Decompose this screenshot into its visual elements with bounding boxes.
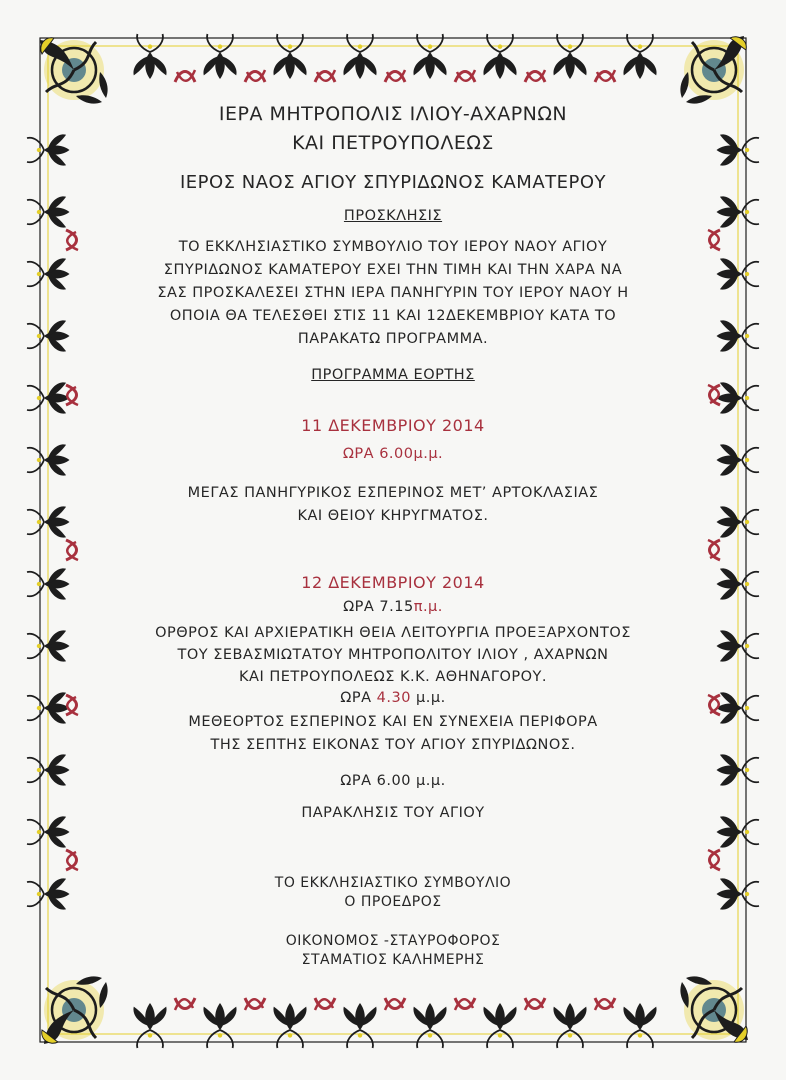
signature-president: Ο ΠΡΟΕΔΡΟΣ [344, 894, 442, 910]
red-ribbon-ornament [385, 998, 405, 1010]
red-ribbon-ornament [595, 70, 615, 82]
invitation-line: ΟΠΟΙΑ ΘΑ ΤΕΛΕΣΘΕΙ ΣΤΙΣ 11 ΚΑΙ 12ΔΕΚΕΜΒΡΙΟΥ ΚΑΤΑ ΤΟ [169, 308, 617, 324]
red-ribbon-ornament [66, 385, 78, 405]
day2-event3: ΠΑΡΑΚΛΗΣΙΣ ΤΟΥ ΑΓΙΟΥ [301, 805, 485, 821]
leaf-scroll-ornament [413, 1003, 446, 1048]
day2-time1 [0, 599, 786, 615]
red-ribbon-ornament [175, 70, 195, 82]
signature-council: ΤΟ ΕΚΚΛΗΣΙΑΣΤΙΚΟ ΣΥΜΒΟΥΛΙΟ [274, 875, 512, 891]
day1-time: ΩΡΑ 6.00μ.μ. [342, 446, 444, 462]
invitation-heading: ΠΡΟΣΚΛΗΣΙΣ [343, 208, 443, 224]
day2-event2-line2: ΤΗΣ ΣΕΠΤΗΣ ΕΙΚΟΝΑΣ ΤΟΥ ΑΓΙΟΥ ΣΠΥΡΙΔΩΝΟΣ. [210, 737, 576, 753]
day2-year: 2014 [442, 573, 485, 592]
red-ribbon-ornament [385, 70, 405, 82]
day1-year: 2014 [442, 416, 485, 435]
day2-time1-suffix: π.μ. [413, 599, 443, 615]
leaf-scroll-ornament [273, 34, 306, 79]
leaf-scroll-ornament [553, 34, 586, 79]
red-ribbon-ornament [175, 998, 195, 1010]
header-metropolis-line1: ΙΕΡΑ ΜΗΤΡΟΠΟΛΙΣ ΙΛΙΟΥ-ΑΧΑΡΝΩΝ [218, 103, 568, 125]
day2-event1-line2: ΤΟΥ ΣΕΒΑΣΜΙΩΤΑΤΟΥ ΜΗΤΡΟΠΟΛΙΤΟΥ ΙΛΙΟΥ , ΑΧΑΡΝΩΝ [177, 647, 609, 663]
red-ribbon-ornament [708, 540, 720, 560]
leaf-scroll-ornament [133, 34, 166, 79]
red-ribbon-ornament [66, 850, 78, 870]
invitation-line: ΠΑΡΑΚΑΤΩ ΠΡΟΓΡΑΜΜΑ. [297, 331, 489, 347]
signature-name: ΣΤΑΜΑΤΙΟΣ ΚΑΛΗΜΕΡΗΣ [301, 952, 485, 968]
signature-title: ΟΙΚΟΝΟΜΟΣ -ΣΤΑΥΡΟΦΟΡΟΣ [285, 933, 501, 949]
day2-time2-prefix: ΩΡΑ [340, 690, 372, 706]
program-heading: ΠΡΟΓΡΑΜΜΑ ΕΟΡΤΗΣ [311, 367, 475, 383]
red-ribbon-ornament [708, 850, 720, 870]
red-ribbon-ornament [66, 540, 78, 560]
red-ribbon-ornament [315, 998, 335, 1010]
day2-time3: ΩΡΑ 6.00 μ.μ. [340, 773, 446, 789]
floral-corner-ornament [40, 38, 108, 104]
leaf-scroll-ornament [203, 34, 236, 79]
day2-time2-value: 4.30 [376, 690, 411, 706]
day2-time2 [0, 690, 786, 706]
day2-time1-value: ΩΡΑ 7.15 [343, 599, 414, 615]
leaf-scroll-ornament [133, 1003, 166, 1048]
red-ribbon-ornament [315, 70, 335, 82]
red-ribbon-ornament [455, 998, 475, 1010]
red-ribbon-ornament [455, 70, 475, 82]
day1-date [0, 416, 786, 435]
day1-date-text: 11 ΔΕΚΕΜΒΡΙΟΥ [301, 416, 437, 435]
red-ribbon-ornament [708, 385, 720, 405]
red-ribbon-ornament [245, 70, 265, 82]
leaf-scroll-ornament [203, 1003, 236, 1048]
red-ribbon-ornament [595, 998, 615, 1010]
header-church-name: ΙΕΡΟΣ ΝΑΟΣ ΑΓΙΟΥ ΣΠΥΡΙΔΩΝΟΣ ΚΑΜΑΤΕΡΟΥ [179, 172, 607, 193]
red-ribbon-ornament [525, 70, 545, 82]
invitation-line: ΣΑΣ ΠΡΟΣΚΑΛΕΣΕΙ ΣΤΗΝ ΙΕΡΑ ΠΑΝΗΓΥΡΙΝ ΤΟΥ ΙΕΡΟΥ ΝΑΟΥ Η [157, 285, 629, 301]
header-metropolis-line2: ΚΑΙ ΠΕΤΡΟΥΠΟΛΕΩΣ [292, 132, 494, 154]
day2-date-text: 12 ΔΕΚΕΜΒΡΙΟΥ [301, 573, 437, 592]
invitation-line: ΤΟ ΕΚΚΛΗΣΙΑΣΤΙΚΟ ΣΥΜΒΟΥΛΙΟ ΤΟΥ ΙΕΡΟΥ ΝΑΟΥ ΑΓΙΟΥ [178, 239, 608, 255]
invitation-line: ΣΠΥΡΙΔΩΝΟΣ ΚΑΜΑΤΕΡΟΥ ΕΧΕΙ ΤΗΝ ΤΙΜΗ ΚΑΙ ΤΗΝ ΧΑΡΑ ΝΑ [163, 262, 623, 278]
leaf-scroll-ornament [483, 34, 516, 79]
day2-event1-line1: ΟΡΘΡΟΣ ΚΑΙ ΑΡΧΙΕΡΑΤΙΚΗ ΘΕΙΑ ΛΕΙΤΟΥΡΓΙΑ ΠΡΟΕΞΑΡΧΟΝΤΟΣ [155, 625, 631, 641]
day2-event1-line3: ΚΑΙ ΠΕΤΡΟΥΠΟΛΕΩΣ Κ.Κ. ΑΘΗΝΑΓΟΡΟΥ. [239, 669, 547, 685]
day1-event-line2: ΚΑΙ ΘΕΙΟΥ ΚΗΡΥΓΜΑΤΟΣ. [297, 508, 489, 524]
leaf-scroll-ornament [273, 1003, 306, 1048]
leaf-scroll-ornament [343, 34, 376, 79]
day1-event-line1: ΜΕΓΑΣ ΠΑΝΗΓΥΡΙΚΟΣ ΕΣΠΕΡΙΝΟΣ ΜΕΤ’ ΑΡΤΟΚΛΑΣΙΑΣ [187, 485, 599, 501]
day2-time2-suffix: μ.μ. [416, 690, 446, 706]
leaf-scroll-ornament [413, 34, 446, 79]
red-ribbon-ornament [525, 998, 545, 1010]
leaf-scroll-ornament [343, 1003, 376, 1048]
red-ribbon-ornament [245, 998, 265, 1010]
day2-event2-line1: ΜΕΘΕΟΡΤΟΣ ΕΣΠΕΡΙΝΟΣ ΚΑΙ ΕΝ ΣΥΝΕΧΕΙΑ ΠΕΡΙΦΟΡΑ [188, 714, 598, 730]
day2-date [0, 573, 786, 592]
leaf-scroll-ornament [553, 1003, 586, 1048]
leaf-scroll-ornament [623, 34, 656, 79]
leaf-scroll-ornament [623, 1003, 656, 1048]
leaf-scroll-ornament [483, 1003, 516, 1048]
